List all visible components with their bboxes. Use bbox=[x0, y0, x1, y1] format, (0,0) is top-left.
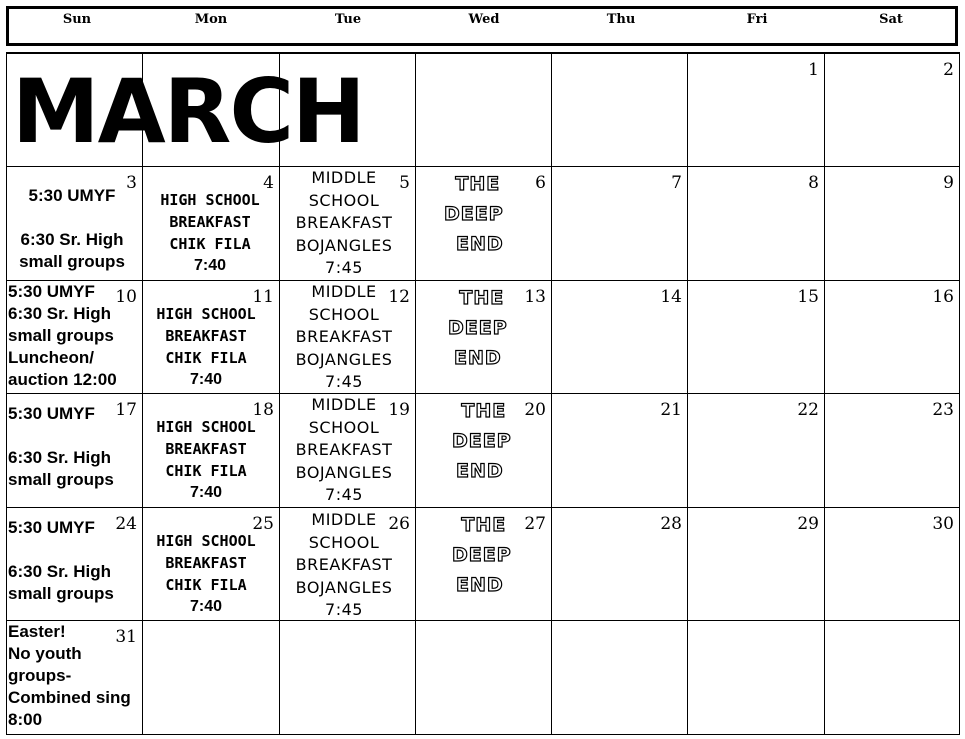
event-line: END bbox=[454, 347, 502, 369]
day-number: 6 bbox=[535, 173, 546, 193]
event-line: No youth bbox=[8, 644, 82, 663]
day-name-tue: Tue bbox=[334, 12, 362, 27]
day-cell bbox=[552, 54, 688, 167]
day-cell bbox=[143, 621, 280, 735]
day-number: 20 bbox=[524, 400, 546, 420]
event-line: DEEP bbox=[448, 317, 508, 339]
day-number: 18 bbox=[252, 400, 274, 420]
day-cell bbox=[416, 54, 552, 167]
day-number: 21 bbox=[660, 400, 682, 420]
day-cell bbox=[688, 394, 825, 508]
day-cell bbox=[280, 167, 416, 281]
event-line: Luncheon/ bbox=[8, 348, 94, 367]
high-school-breakfast bbox=[143, 416, 269, 504]
day-number: 11 bbox=[252, 287, 274, 307]
event-line: DEEP bbox=[444, 203, 504, 225]
event-line: 5:30 UMYF bbox=[8, 404, 95, 423]
day-number: 14 bbox=[660, 287, 682, 307]
event-line: DEEP bbox=[452, 430, 512, 452]
event-line: small groups bbox=[8, 584, 114, 603]
event-line: END bbox=[456, 574, 504, 596]
day-number: 24 bbox=[115, 514, 137, 534]
event-line: THE bbox=[461, 400, 507, 422]
event-line: BREAKFAST bbox=[165, 327, 247, 345]
day-cell bbox=[825, 54, 960, 167]
day-cell bbox=[280, 281, 416, 394]
day-cell bbox=[688, 54, 825, 167]
day-number: 1 bbox=[808, 60, 819, 80]
event-time: 7:40 bbox=[189, 371, 223, 388]
day-cell bbox=[552, 621, 688, 735]
event-line: SCHOOL bbox=[308, 190, 380, 210]
day-number: 2 bbox=[943, 60, 954, 80]
day-number: 3 bbox=[126, 173, 137, 193]
event-line: 5:30 UMYF bbox=[8, 282, 95, 301]
sunday-events bbox=[8, 281, 144, 391]
event-line: MIDDLE bbox=[311, 510, 377, 529]
day-cell bbox=[825, 394, 960, 508]
sunday-events bbox=[8, 621, 144, 731]
day-number: 30 bbox=[932, 514, 954, 534]
day-cell bbox=[825, 281, 960, 394]
event-line: BREAKFAST bbox=[295, 327, 393, 346]
event-line: END bbox=[456, 460, 504, 482]
day-cell bbox=[825, 621, 960, 735]
high-school-breakfast bbox=[147, 189, 273, 277]
event-time: 7:45 bbox=[325, 600, 363, 619]
day-number: 4 bbox=[263, 173, 274, 193]
middle-school-breakfast bbox=[280, 394, 408, 507]
day-cell bbox=[280, 621, 416, 735]
deep-end-event bbox=[452, 510, 512, 600]
day-cell bbox=[143, 394, 280, 508]
event-time: 7:45 bbox=[325, 485, 363, 504]
day-cell bbox=[7, 508, 143, 621]
deep-end-event bbox=[444, 169, 504, 259]
middle-school-breakfast bbox=[280, 509, 408, 622]
event-line: BREAKFAST bbox=[295, 213, 393, 232]
day-name-sat: Sat bbox=[879, 12, 903, 27]
event-line: CHIK FILA bbox=[165, 576, 247, 594]
day-cell bbox=[416, 281, 552, 394]
sunday-events bbox=[8, 400, 144, 491]
day-name-fri: Fri bbox=[746, 12, 768, 27]
day-name-sun: Sun bbox=[62, 12, 92, 27]
high-school-breakfast bbox=[143, 530, 269, 618]
event-line: HIGH SCHOOL bbox=[160, 191, 260, 209]
event-line: BREAKFAST bbox=[295, 555, 393, 574]
event-line: THE bbox=[455, 173, 501, 195]
event-line: MIDDLE bbox=[311, 282, 377, 301]
event-line: BOJANGLES bbox=[295, 577, 393, 597]
day-cell bbox=[416, 621, 552, 735]
day-cell bbox=[143, 508, 280, 621]
day-cell bbox=[280, 508, 416, 621]
day-number: 16 bbox=[932, 287, 954, 307]
event-line: small groups bbox=[8, 470, 114, 489]
event-line: 6:30 Sr. High bbox=[8, 448, 111, 467]
day-cell bbox=[688, 281, 825, 394]
day-number: 22 bbox=[797, 400, 819, 420]
day-number: 9 bbox=[943, 173, 954, 193]
event-line: Combined sing bbox=[8, 688, 131, 707]
event-line: MIDDLE bbox=[311, 395, 377, 414]
day-number: 12 bbox=[388, 287, 410, 307]
day-cell bbox=[825, 508, 960, 621]
day-number: 8 bbox=[808, 173, 819, 193]
event-line: small groups bbox=[8, 326, 114, 345]
day-cell bbox=[416, 508, 552, 621]
event-line: DEEP bbox=[452, 544, 512, 566]
middle-school-breakfast bbox=[280, 167, 408, 280]
day-number: 23 bbox=[932, 400, 954, 420]
day-name-mon: Mon bbox=[194, 12, 228, 27]
event-line: 5:30 UMYF bbox=[28, 186, 116, 205]
day-cell bbox=[7, 281, 143, 394]
event-line: small groups bbox=[19, 252, 125, 271]
event-line: CHIK FILA bbox=[165, 349, 247, 367]
event-line: groups- bbox=[8, 666, 72, 685]
day-cell bbox=[552, 167, 688, 281]
day-number: 13 bbox=[524, 287, 546, 307]
month-title: MARCH bbox=[12, 60, 364, 163]
event-line bbox=[8, 425, 144, 447]
day-cell bbox=[552, 281, 688, 394]
event-line: 8:00 bbox=[8, 710, 43, 729]
event-line bbox=[7, 207, 137, 229]
high-school-breakfast bbox=[143, 303, 269, 391]
event-line: THE bbox=[459, 287, 505, 309]
day-cell bbox=[688, 508, 825, 621]
event-line: BOJANGLES bbox=[295, 235, 393, 255]
event-line: MIDDLE bbox=[311, 168, 377, 187]
event-line: BREAKFAST bbox=[295, 440, 393, 459]
event-line: SCHOOL bbox=[308, 532, 380, 552]
event-line: 5:30 UMYF bbox=[8, 518, 95, 537]
event-line: CHIK FILA bbox=[169, 235, 251, 253]
day-cell bbox=[7, 621, 143, 735]
event-line: BOJANGLES bbox=[295, 462, 393, 482]
weekday-header bbox=[6, 6, 958, 46]
event-line bbox=[8, 539, 144, 561]
sunday-events bbox=[8, 514, 144, 605]
day-cell bbox=[552, 508, 688, 621]
event-time: 7:40 bbox=[193, 257, 227, 274]
day-number: 15 bbox=[797, 287, 819, 307]
event-line: THE bbox=[461, 514, 507, 536]
day-cell bbox=[416, 394, 552, 508]
day-cell bbox=[280, 394, 416, 508]
sunday-events bbox=[7, 185, 137, 273]
day-cell bbox=[688, 167, 825, 281]
event-line: END bbox=[456, 233, 504, 255]
event-line: BREAKFAST bbox=[165, 440, 247, 458]
event-time: 7:40 bbox=[189, 484, 223, 501]
event-line: BREAKFAST bbox=[169, 213, 251, 231]
day-number: 27 bbox=[524, 514, 546, 534]
event-time: 7:40 bbox=[189, 598, 223, 615]
day-cell bbox=[7, 167, 143, 281]
day-number: 25 bbox=[252, 514, 274, 534]
event-line: CHIK FILA bbox=[165, 462, 247, 480]
day-cell bbox=[688, 621, 825, 735]
day-cell bbox=[416, 167, 552, 281]
day-cell bbox=[7, 394, 143, 508]
day-number: 17 bbox=[115, 400, 137, 420]
event-line: BOJANGLES bbox=[295, 349, 393, 369]
event-line: HIGH SCHOOL bbox=[156, 418, 256, 436]
day-number: 28 bbox=[660, 514, 682, 534]
day-name-wed: Wed bbox=[468, 12, 500, 27]
day-number: 5 bbox=[399, 173, 410, 193]
event-time: 7:45 bbox=[325, 258, 363, 277]
day-number: 7 bbox=[671, 173, 682, 193]
event-line: 6:30 Sr. High bbox=[20, 230, 124, 249]
event-line: BREAKFAST bbox=[165, 554, 247, 572]
day-cell bbox=[552, 394, 688, 508]
event-line: auction 12:00 bbox=[8, 370, 117, 389]
day-number: 31 bbox=[115, 627, 137, 647]
middle-school-breakfast bbox=[280, 281, 408, 394]
event-line: 6:30 Sr. High bbox=[8, 562, 111, 581]
event-line: Easter! bbox=[8, 622, 66, 641]
event-time: 7:45 bbox=[325, 372, 363, 391]
day-number: 26 bbox=[388, 514, 410, 534]
day-number: 10 bbox=[115, 287, 137, 307]
event-line: HIGH SCHOOL bbox=[156, 305, 256, 323]
day-cell bbox=[143, 281, 280, 394]
day-cell bbox=[825, 167, 960, 281]
event-line: SCHOOL bbox=[308, 417, 380, 437]
day-name-thu: Thu bbox=[606, 12, 636, 27]
event-line: 6:30 Sr. High bbox=[8, 304, 111, 323]
event-line: SCHOOL bbox=[308, 304, 380, 324]
deep-end-event bbox=[452, 396, 512, 486]
event-line: HIGH SCHOOL bbox=[156, 532, 256, 550]
day-number: 29 bbox=[797, 514, 819, 534]
day-cell bbox=[143, 167, 280, 281]
deep-end-event bbox=[448, 283, 508, 373]
day-number: 19 bbox=[388, 400, 410, 420]
